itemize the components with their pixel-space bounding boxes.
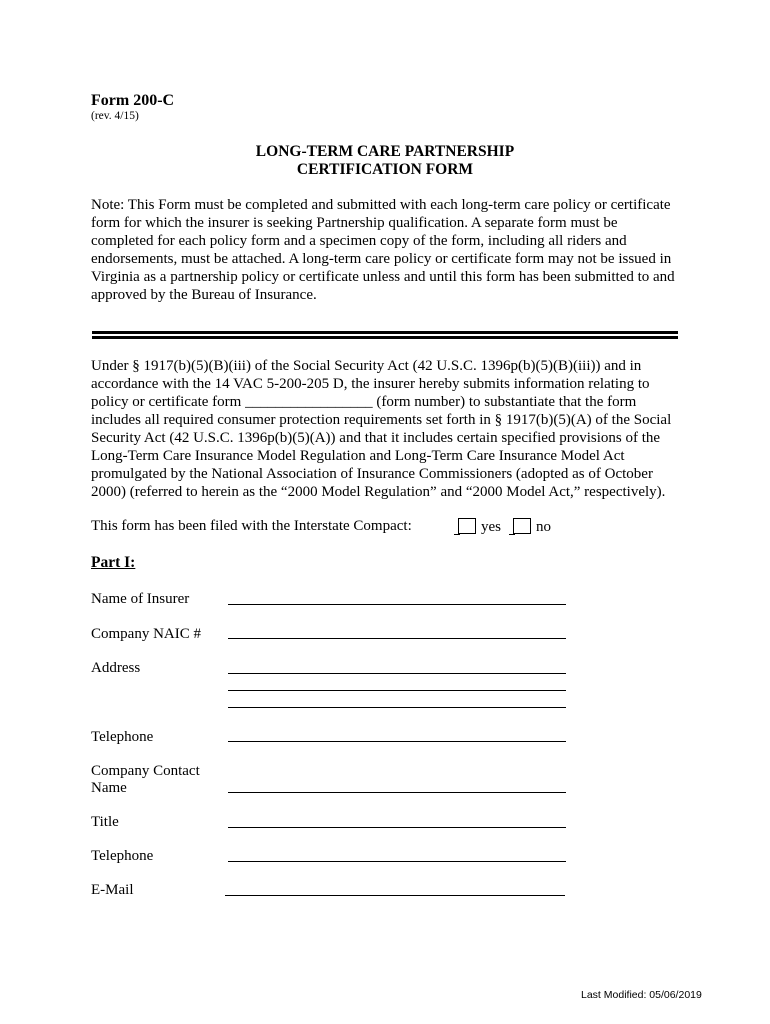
contact-name-label-line2: Name (91, 780, 127, 796)
contact-name-field[interactable] (228, 792, 566, 793)
email-label: E-Mail (91, 882, 134, 898)
naic-field[interactable] (228, 638, 566, 639)
no-checkbox-underline (509, 534, 515, 535)
form-number: Form 200-C (91, 92, 175, 109)
contact-telephone-field[interactable] (228, 861, 566, 862)
address-field-line3[interactable] (228, 707, 566, 708)
last-modified-footer: Last Modified: 05/06/2019 (581, 989, 702, 1001)
double-rule-top (92, 331, 678, 334)
title-field[interactable] (228, 827, 566, 828)
address-field-line1[interactable] (228, 673, 566, 674)
form-title-line2: CERTIFICATION FORM (296, 161, 474, 178)
title-label: Title (91, 814, 119, 830)
form-title-line1: LONG-TERM CARE PARTNERSHIP (255, 143, 515, 160)
insurer-name-label: Name of Insurer (91, 591, 190, 607)
note-paragraph: Note: This Form must be completed and submitted with each long-term care policy or certificate form for which the insurer is seeking Partnership qualification. A separate form must be completed for each policy form and a specimen copy of the form, including all riders and endorsements, must be attached. A long-term care policy or certificate form may not be issued in Virginia as a partnership policy or certificate unless and until this form has been submitted to and approved by the Bureau of Insurance. (91, 197, 675, 303)
no-option-label: no (536, 519, 551, 535)
form-revision: (rev. 4/15) (91, 110, 139, 122)
statement-paragraph: Under § 1917(b)(5)(B)(iii) of the Social Security Act (42 U.S.C. 1396p(b)(5)(B)(iii)) and in accordance with the 14 VAC 5-200-205 D, the insurer hereby submits information relating to policy or certificate form _________________ (form number) to substantiate that the form includes all required consumer protection requirements set forth in § 1917(b)(5)(A) of the Social Security Act (42 U.S.C. 1396p(b)(5)(A)) and that it includes certain specified provisions of the Long-Term Care Insurance Model Regulation and Long-Term Care Insurance Model Act promulgated by the National Association of Insurance Commissioners (adopted as of October 2000) (referred to herein as the “2000 Model Regulation” and “2000 Model Act,” respectively). (91, 358, 672, 500)
part-one-heading: Part I: (91, 554, 136, 571)
interstate-compact-row (91, 518, 691, 538)
telephone-field[interactable] (228, 741, 566, 742)
interstate-compact-label: This form has been filed with the Interstate Compact: (91, 518, 412, 534)
telephone-label: Telephone (91, 729, 154, 745)
yes-option-label: yes (481, 519, 501, 535)
address-field-line2[interactable] (228, 690, 566, 691)
double-rule-bottom (92, 336, 678, 339)
yes-checkbox-underline (454, 534, 460, 535)
contact-telephone-label: Telephone (91, 848, 154, 864)
email-field[interactable] (225, 895, 565, 896)
no-checkbox[interactable] (513, 518, 531, 534)
naic-label: Company NAIC # (91, 626, 201, 642)
yes-checkbox[interactable] (458, 518, 476, 534)
contact-name-label-line1: Company Contact (91, 763, 200, 779)
insurer-name-field[interactable] (228, 604, 566, 605)
address-label: Address (91, 660, 141, 676)
